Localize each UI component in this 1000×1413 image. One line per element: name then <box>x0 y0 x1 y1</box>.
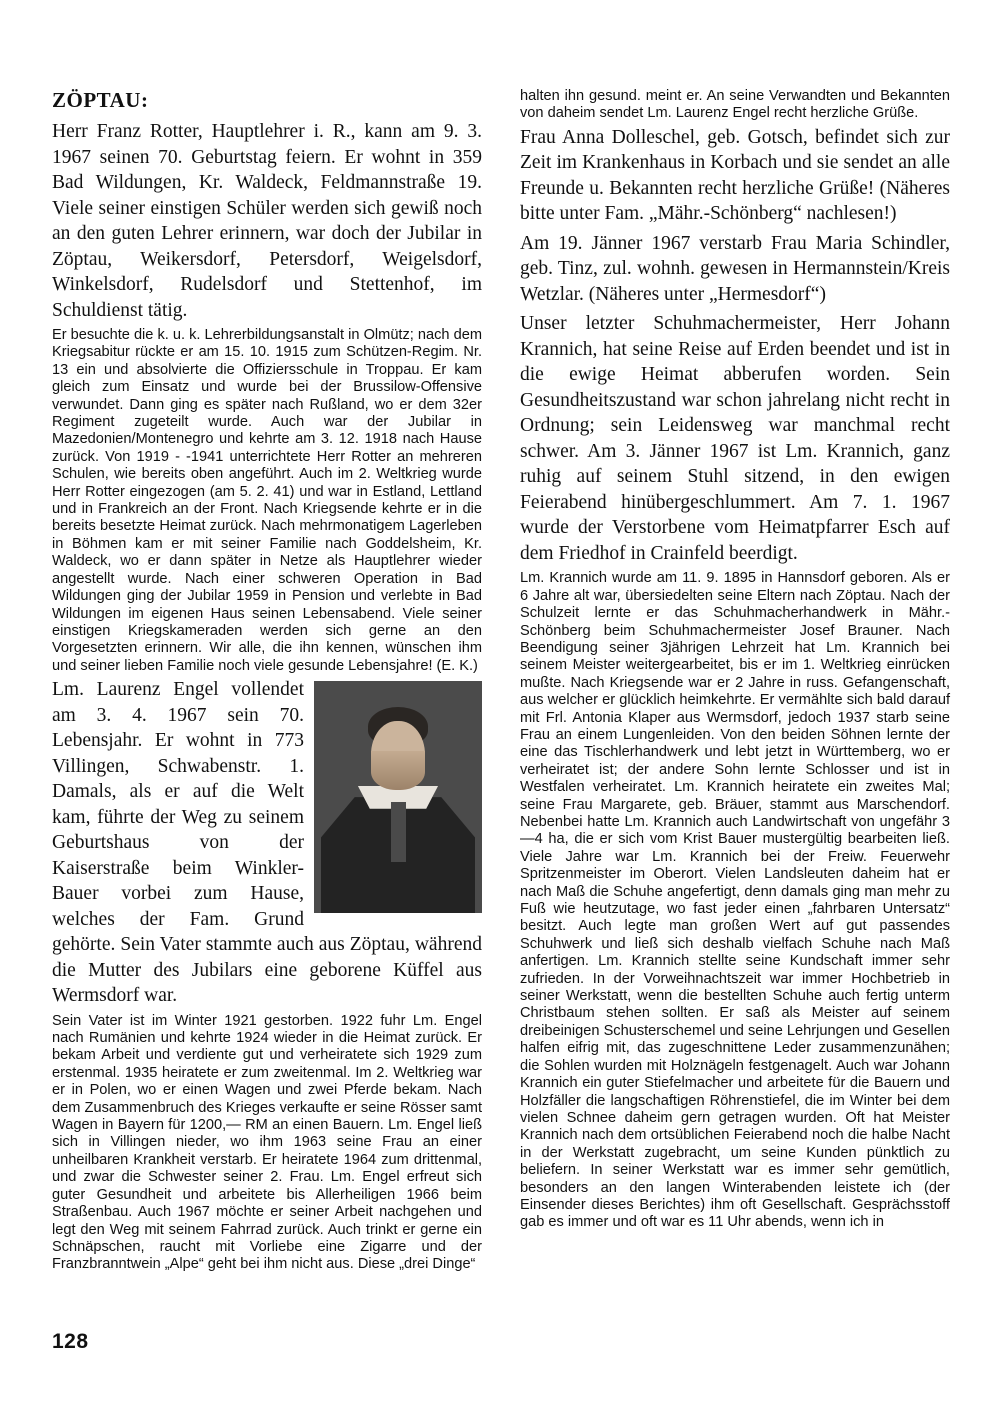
paragraph-engel-detail: Sein Vater ist im Winter 1921 gestorben. 1922 fuhr Lm. Engel nach Rumänien und kehrte 1924 wieder in die Heimat zurück. Er bekam Arbeit und verdiente gut und verheiratete sich 1929 zum erstenmal. 1935 heiratete er zum zweitenmal. Im 2. Weltkrieg war er in Polen, wo er einen Wagen und zwei Pferde bekam. Nach dem Zusammenbruch des Krieges verkaufte er seine Rösser samt Wagen in Bayern für 1200,— RM an einen Bauern. Lm. Engel ließ sich in Villingen nieder, wo ihm 1963 seine Frau an einer unheilbaren Krankheit verstarb. Er heiratete 1964 zum drittenmal, und zwar die Schwester seiner 2. Frau. Lm. Engel erfreut sich guter Gesundheit und arbeitete bis Allerheiligen 1966 beim Straßenbau. Auch 1967 möchte er seiner Arbeit nachgehen und legt den Weg mit seinem Fahrrad zurück. Auch trinkt er gerne ein Schnäpschen, raucht mit Vorliebe eine Zigarre und der Franzbranntwein „Alpe“ geht bei ihm nicht aus. Diese „drei Dinge“ <box>52 1012 482 1273</box>
left-column <box>52 88 482 1276</box>
paragraph-krannich-obituary: Unser letzter Schuhmachermeister, Herr Johann Krannich, hat seine Reise auf Erden beendet und ist in die ewige Heimat abberufen worden. Sein Gesundheitszustand war schon jahrelang nicht recht in Ordnung; sein Leidensweg war manchmal recht schwer. Am 3. Jänner 1967 ist Lm. Krannich, ganz ruhig auf seinem Stuhl sitzend, in den ewigen Feierabend hinübergeschlummert. Am 7. 1. 1967 wurde der Verstorbene vom Heimatpfarrer Esch auf dem Friedhof in Crainfeld beerdigt. <box>520 313 950 564</box>
paragraph-engel-continuation: halten ihn gesund. meint er. An seine Verwandten und Bekannten von daheim sendet Lm. Laurenz Engel recht herzliche Grüße. <box>520 88 950 122</box>
paragraph-rotter-detail: Er besuchte die k. u. k. Lehrerbildungsanstalt in Olmütz; nach dem Kriegsabitur rückte er am 15. 10. 1915 zum Schützen-Regim. Nr. 13 ein und absolvierte die Offiziersschule in Troppau. Er kam gleich zum Einsatz und wurde bei der Brussilow-Offensive verwundet. Dann ging es später nach Rußland, wo er dem 32er Regiment zugeteilt wurde. Auch war der Jubilar in Mazedonien/Montenegro und kehrte am 3. 12. 1918 nach Hause zurück. Von 1919 - -1941 unterrichtete Herr Rotter an mehreren Schulen, wie bereits oben angeführt. Auch im 2. Weltkrieg wurde Herr Rotter eingezogen (am 5. 2. 41) und war in Estland, Lettland und in Frankreich an der Front. Nach Kriegsende kehrte er in die bereits besetzte Heimat zurück. Nach mehrmonatigem Lagerleben in Böhmen kam er mit seiner Familie nach Goddelsheim, Kr. Waldeck, wo er dann später in Netze als Hauptlehrer wieder angestellt wurde. Nach einer schweren Operation in Bad Wildungen ging der Jubilar 1959 in Pension und verlebte in Bad Wildungen im eigenen Haus seinen Lebensabend. Viele seiner einstigen Kriegskameraden werden sich gerne an den Vorgesetzten erinnern. Wir alle, die ihn kennen, wünschen ihm und seiner lieben Familie noch viele gesunde Lebensjahre! (E. K.) <box>52 327 482 674</box>
right-column <box>520 88 950 1234</box>
two-column-body <box>52 88 952 1318</box>
paragraph-engel-lead: Lm. Laurenz Engel vollendet am 3. 4. 1967 sein 70. Lebensjahr. Er wohnt in 773 Villingen, Schwabenstr. 1. Damals, als er auf die Welt kam, führte der Weg zu seinem Geburtshaus von der Kaiserstraße beim Winkler-Bauer vorbei zum Hause, welches der Fam. Grund gehörte. Sein Vater stammte auch aus Zöptau, während die Mutter des Jubilars eine geborene Küffel aus Wermsdorf war. <box>52 679 482 1007</box>
photo-tie <box>391 802 406 862</box>
paragraph-dolleschel: Frau Anna Dolleschel, geb. Gotsch, befindet sich zur Zeit im Krankenhaus in Korbach und sie sendet an alle Freunde u. Bekannten recht herzliche Grüße! (Näheres bitte unter Fam. „Mähr.-Schönberg“ nachlesen!) <box>520 126 950 225</box>
section-heading-zoeptau: ZÖPTAU: <box>52 88 149 112</box>
paragraph-schindler: Am 19. Jänner 1967 verstarb Frau Maria Schindler, geb. Tinz, zul. wohnh. gewesen in Hermannstein/Kreis Wetzlar. (Näheres unter „Hermesdorf“) <box>520 232 950 305</box>
portrait-photo <box>314 681 482 913</box>
paragraph-rotter-lead: Herr Franz Rotter, Hauptlehrer i. R., kann am 9. 3. 1967 seinen 70. Geburtstag feiern. Er wohnt in 359 Bad Wildungen, Kr. Waldeck, Feldmannstraße 19. Viele seiner einstigen Schüler werden sich gewiß noch an den guten Lehrer erinnern, war doch der Jubilar in Zöptau, Weikersdorf, Petersdorf, Weigelsdorf, Winkelsdorf, Rudelsdorf und Stettenhof, im Schuldienst tätig. <box>52 121 482 321</box>
paragraph-krannich-detail: Lm. Krannich wurde am 11. 9. 1895 in Hannsdorf geboren. Als er 6 Jahre alt war, übersiedelten seine Eltern nach Zöptau. Nach der Schulzeit lernte er das Schuhmacherhandwerk in Mähr.-Schönberg beim Schuhmachermeister Josef Brauner. Nach Beendigung seiner 3jährigen Lehrzeit hat Lm. Krannich bei seinem Meister weitergearbeitet, bis er im 1. Weltkrieg einrücken mußte. Nach Kriegsende war er 2 Jahre in russ. Gefangenschaft, aus welcher er glücklich heimkehrte. Er vermählte sich bald darauf mit Frl. Antonia Klaper aus Wermsdorf, jedoch 1937 starb seine Frau an einem Lungenleiden. Von den beiden Söhnen lernte der eine das Tischlerhandwerk und lebt jetzt in Württemberg, wo er verheiratet ist; der andere Sohn lernte Schlosser und ist in Westfalen verheiratet. Lm. Krannich heiratete ein zweites Mal; seine Frau Margarete, geb. Bräuer, stammt aus Marschendorf. Nebenbei hatte Lm. Krannich auch Landwirtschaft von ungefähr 3—4 ha, die er sich vom Krist Bauer mustergültig bearbeiten ließ. Viele Jahre war Lm. Krannich bei der Freiw. Feuerwehr Spritzenmeister im Oberort. Vielen Landsleuten daheim hat er nach Maß die Schuhe angefertigt, denn damals ging man mehr zu Fuß wie heutzutage, wo fast jeder einen „fahrbaren Untersatz“ besitzt. Auch legte man großen Wert auf gut passendes Schuhwerk und ließ sich deshalb vielfach Schuhe nach Maß anfertigen. Lm. Krannich stellte seine Kundschaft immer sehr zufrieden. In der Vorweihnachtszeit war immer Hochbetrieb in seiner Werkstatt, wenn die bestellten Schuhe auch fertig unterm Christbaum stehen sollten. Er saß als Meister auf seinem dreibeinigen Schusterschemel und seine Lehrjungen und Gesellen halfen eifrig mit, das zugeschnittene Leder zusammenzunähen; die Sohlen wurden mit Holznägeln festgenagelt. Auch war Johann Krannich ein guter Stiefelmacher und arbeitete für die Bauern und Holzfäller die langschaftigen Röhrenstiefel, die im Winter bei dem vielen Schnee daheim gern getragen wurden. Oft hat Meister Krannich nach dem ortsüblichen Feierabend noch die halbe Nacht in der Werkstatt zugebracht, um seine Kunden pünktlich zu beliefern. In seiner Werkstatt war es immer sehr gemütlich, besonders an den langen Winterabenden leistete ich (der Einsender dieses Berichtes) ihm oft Gesellschaft. Gesprächsstoff gab es immer und oft war es 11 Uhr abends, wenn ich in <box>520 570 950 1231</box>
photo-face-shadow <box>371 751 425 790</box>
page-number: 128 <box>52 1330 89 1353</box>
